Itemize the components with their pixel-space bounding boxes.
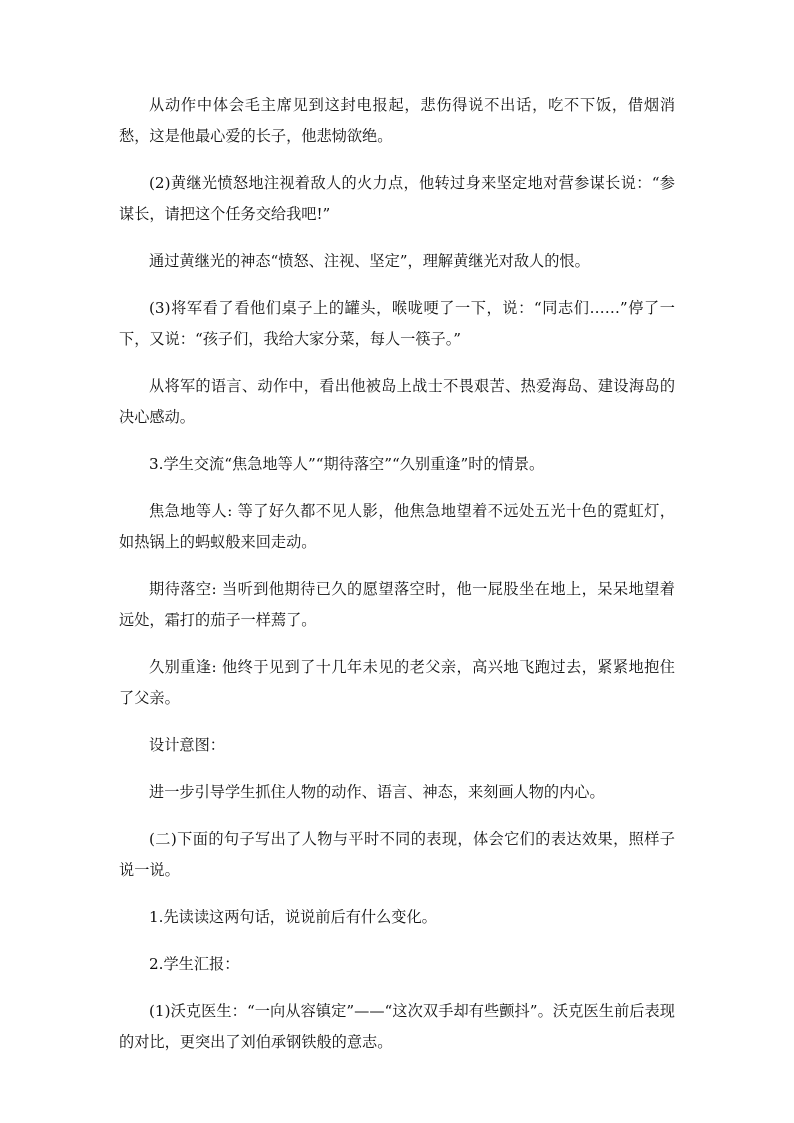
paragraph-5: 从将军的语言、动作中，看出他被岛上战士不畏艰苦、热爱海岛、建设海岛的决心感动。 <box>119 377 675 426</box>
paragraph-1: 从动作中体会毛主席见到这封电报起，悲伤得说不出话，吃不下饭，借烟消愁，这是他最心爱的长子，他悲恸欲绝。 <box>119 96 675 145</box>
paragraph-11: 进一步引导学生抓住人物的动作、语言、神态，来刻画人物的内心。 <box>149 783 605 801</box>
paragraph-13: 1.先读读这两句话，说说前后有什么变化。 <box>149 908 437 926</box>
paragraph-8: 期待落空: 当听到他期待已久的愿望落空时，他一屁股坐在地上，呆呆地望着远处，霜打的茄子一样蔫了。 <box>119 580 675 629</box>
paragraph-6: 3.学生交流“焦急地等人”“期待落空”“久别重逢”时的情景。 <box>149 455 545 473</box>
paragraph-7: 焦急地等人: 等了好久都不见人影，他焦急地望着不远处五光十色的霓虹灯，如热锅上的蚂蚁般来回走动。 <box>119 502 675 551</box>
paragraph-9: 久别重逢: 他终于见到了十几年未见的老父亲，高兴地飞跑过去，紧紧地抱住了父亲。 <box>119 658 675 707</box>
paragraph-14: 2.学生汇报： <box>149 955 240 973</box>
paragraph-2: (2)黄继光愤怒地注视着敌人的火力点，他转过身来坚定地对营参谋长说：“参谋长，请把这个任务交给我吧!” <box>119 174 675 223</box>
paragraph-4: (3)将军看了看他们桌子上的罐头，喉咙哽了一下，说：“同志们……”停了一下，又说：“孩子们，我给大家分菜，每人一筷子。” <box>119 299 675 348</box>
paragraph-12: (二)下面的句子写出了人物与平时不同的表现，体会它们的表达效果，照样子说一说。 <box>119 830 675 879</box>
paragraph-15: (1)沃克医生：“一向从容镇定”——“这次双手却有些颤抖”。沃克医生前后表现的对比，更突出了刘伯承钢铁般的意志。 <box>119 1002 675 1051</box>
paragraph-3: 通过黄继光的神态“愤怒、注视、坚定”，理解黄继光对敌人的恨。 <box>149 252 590 270</box>
document-page <box>119 90 675 1074</box>
paragraph-10: 设计意图： <box>149 736 225 754</box>
